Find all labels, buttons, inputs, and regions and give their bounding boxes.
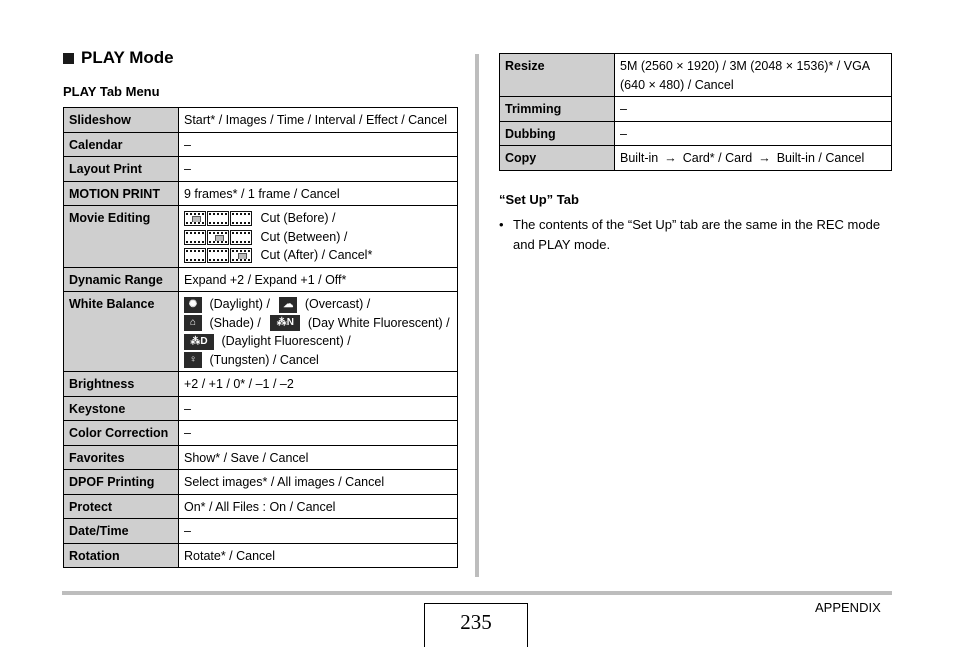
row-value: Select images* / All images / Cancel xyxy=(179,470,458,495)
row-value: 9 frames* / 1 frame / Cancel xyxy=(179,181,458,206)
movie-edit-label: Cut (Between) / xyxy=(260,229,348,244)
table-row xyxy=(64,543,458,568)
row-value: Expand +2 / Expand +1 / Off* xyxy=(179,267,458,292)
table-row xyxy=(64,181,458,206)
cloud-icon: ☁ xyxy=(279,297,297,313)
table-row xyxy=(64,267,458,292)
film-frame-icon xyxy=(230,230,252,245)
row-key: Date/Time xyxy=(64,519,179,544)
table-row xyxy=(64,132,458,157)
movie-edit-line xyxy=(184,209,452,228)
table-row xyxy=(64,519,458,544)
row-value: 5M (2560 × 1920) / 3M (2048 × 1536)* / VGA (640 × 480) / Cancel xyxy=(615,54,892,97)
row-key: Movie Editing xyxy=(64,206,179,268)
table-row xyxy=(64,108,458,133)
setup-bullet xyxy=(499,215,884,254)
row-key: Keystone xyxy=(64,396,179,421)
footer-rule xyxy=(62,591,892,595)
shade-icon: ⌂ xyxy=(184,315,202,331)
arrow-right-icon: → xyxy=(758,151,771,165)
row-key: Dynamic Range xyxy=(64,267,179,292)
row-value: – xyxy=(615,97,892,122)
film-frame-cut-icon xyxy=(207,230,229,245)
row-key: Copy xyxy=(500,146,615,171)
row-value: – xyxy=(179,132,458,157)
row-key: DPOF Printing xyxy=(64,470,179,495)
row-key: Slideshow xyxy=(64,108,179,133)
table-row xyxy=(64,206,458,268)
movie-edit-line xyxy=(184,228,452,247)
play-tab-table xyxy=(63,107,458,568)
play-tab-table-continued xyxy=(499,53,892,171)
row-key: Brightness xyxy=(64,372,179,397)
row-key: Protect xyxy=(64,494,179,519)
row-value xyxy=(179,292,458,372)
row-value: – xyxy=(615,121,892,146)
film-frame-icon xyxy=(207,211,229,226)
fluorescent-icon-letter: D xyxy=(200,335,208,347)
film-frame-cut-icon xyxy=(184,211,206,226)
row-value: Rotate* / Cancel xyxy=(179,543,458,568)
table-row xyxy=(64,494,458,519)
copy-part: Built-in / Cancel xyxy=(776,151,865,165)
row-value: – xyxy=(179,396,458,421)
row-value: Show* / Save / Cancel xyxy=(179,445,458,470)
row-value xyxy=(615,146,892,171)
row-value: Start* / Images / Time / Interval / Effect / Cancel xyxy=(179,108,458,133)
copy-part: Built-in xyxy=(620,151,659,165)
movie-edit-line xyxy=(184,246,452,265)
row-key: Rotation xyxy=(64,543,179,568)
table-row xyxy=(64,445,458,470)
wb-line xyxy=(184,295,452,314)
row-value: – xyxy=(179,519,458,544)
wb-label: (Overcast) / xyxy=(304,297,371,311)
row-key: White Balance xyxy=(64,292,179,372)
film-frame-icon xyxy=(184,230,206,245)
row-key: Layout Print xyxy=(64,157,179,182)
row-key: Color Correction xyxy=(64,421,179,446)
row-key: MOTION PRINT xyxy=(64,181,179,206)
fluorescent-icon-letter: N xyxy=(286,317,294,329)
movie-edit-label: Cut (Before) / xyxy=(260,211,336,225)
wb-label: (Shade) / xyxy=(209,315,261,330)
wb-line xyxy=(184,314,452,333)
play-tab-heading: PLAY Tab Menu xyxy=(63,84,160,99)
row-value: – xyxy=(179,421,458,446)
wb-line xyxy=(184,351,452,370)
row-key: Dubbing xyxy=(500,121,615,146)
section-title-text: PLAY Mode xyxy=(81,48,174,67)
table-row xyxy=(64,421,458,446)
fluorescent-icon: ⁂N xyxy=(270,315,300,331)
page-number: 235 xyxy=(424,603,528,647)
table-row xyxy=(64,396,458,421)
table-row xyxy=(500,146,892,171)
column-divider xyxy=(475,54,479,577)
setup-bullet-text: The contents of the “Set Up” tab are the same in the REC mode and PLAY mode. xyxy=(513,217,881,252)
row-value xyxy=(179,206,458,268)
square-bullet-icon xyxy=(63,53,74,64)
row-key: Trimming xyxy=(500,97,615,122)
table-row xyxy=(64,372,458,397)
film-frame-icon xyxy=(207,248,229,263)
film-frame-icon xyxy=(184,248,206,263)
row-key: Calendar xyxy=(64,132,179,157)
row-key: Resize xyxy=(500,54,615,97)
table-row xyxy=(64,292,458,372)
table-row xyxy=(500,97,892,122)
row-key: Favorites xyxy=(64,445,179,470)
wb-label: (Tungsten) / Cancel xyxy=(209,352,319,367)
row-value: – xyxy=(179,157,458,182)
wb-label: (Daylight Fluorescent) / xyxy=(221,334,351,348)
section-title xyxy=(63,48,174,68)
table-row xyxy=(64,470,458,495)
setup-heading: “Set Up” Tab xyxy=(499,192,579,207)
wb-label: (Daylight) / xyxy=(209,297,270,311)
table-row xyxy=(64,157,458,182)
sun-icon: ✺ xyxy=(184,297,202,313)
film-frame-cut-icon xyxy=(230,248,252,263)
table-row xyxy=(500,121,892,146)
arrow-right-icon: → xyxy=(664,151,677,165)
wb-line xyxy=(184,332,452,351)
bulb-icon: ♀ xyxy=(184,352,202,368)
row-value: On* / All Files : On / Cancel xyxy=(179,494,458,519)
movie-edit-label: Cut (After) / Cancel* xyxy=(260,248,373,262)
footer-label: APPENDIX xyxy=(815,600,881,615)
table-row xyxy=(500,54,892,97)
wb-label: (Day White Fluorescent) / xyxy=(307,315,450,330)
fluorescent-icon: ⁂D xyxy=(184,334,214,350)
bullet-icon: • xyxy=(499,217,504,232)
copy-part: Card* / Card xyxy=(682,151,753,165)
film-frame-icon xyxy=(230,211,252,226)
row-value: +2 / +1 / 0* / –1 / –2 xyxy=(179,372,458,397)
